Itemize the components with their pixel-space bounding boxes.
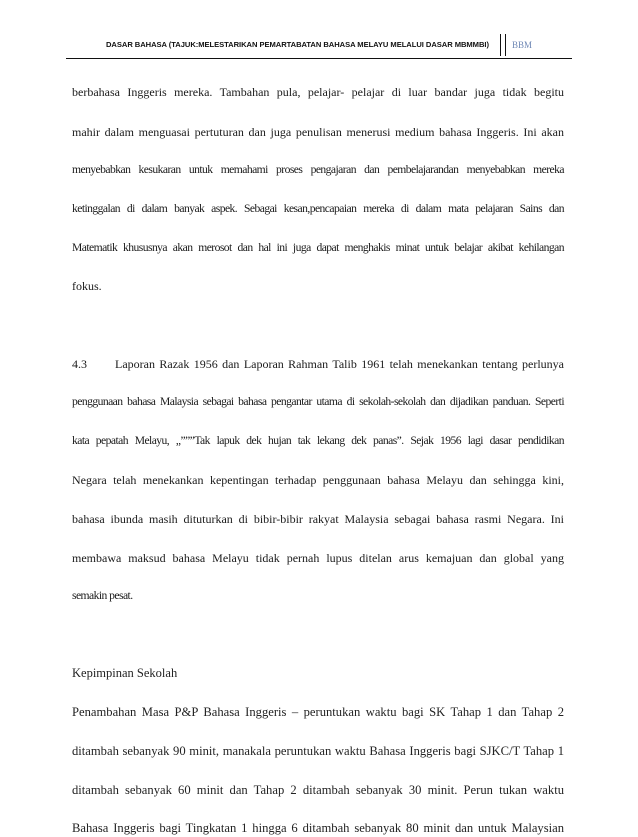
- paragraph-line: semakin pesat.: [72, 589, 133, 602]
- paragraph-line: menyebabkan kesukaran untuk memahami proses pengajaran dan pembelajarandan menyebabkan mereka: [72, 163, 564, 176]
- page-header: [66, 34, 572, 58]
- header-divider: [500, 34, 506, 56]
- paragraph-line: Bahasa Inggeris bagi Tingkatan 1 hingga 6 ditambah sebanyak 80 minit dan untuk Malaysian: [72, 821, 564, 835]
- paragraph-line: penggunaan bahasa Malaysia sebagai bahasa pengantar utama di sekolah-sekolah dan dijadikan panduan. Seperti: [72, 395, 564, 408]
- section-number: 4.3: [72, 357, 87, 371]
- header-title: DASAR BAHASA (TAJUK:MELESTARIKAN PEMARTABATAN BAHASA MELAYU MELALUI DASAR MBMMBI): [106, 40, 489, 49]
- paragraph-line: ketinggalan di dalam banyak aspek. Sebagai kesan,pencapaian mereka di dalam mata pelajaran Sains dan: [72, 202, 564, 215]
- header-code: BBM: [512, 40, 533, 50]
- paragraph-line: bahasa ibunda masih dituturkan di bibir-bibir rakyat Malaysia sebagai bahasa rasmi Negara. Ini: [72, 512, 564, 526]
- paragraph-line: Negara telah menekankan kepentingan terhadap penggunaan bahasa Melayu dan sehingga kini,: [72, 473, 564, 487]
- paragraph-line: berbahasa Inggeris mereka. Tambahan pula, pelajar- pelajar di luar bandar juga tidak begitu: [72, 85, 564, 99]
- paragraph-line: mahir dalam menguasai pertuturan dan juga penulisan menerusi medium bahasa Inggeris. Ini akan: [72, 125, 564, 139]
- paragraph-line: membawa maksud bahasa Melayu tidak pernah lupus ditelan arus kemajuan dan global yang: [72, 551, 564, 565]
- paragraph-line: ditambah sebanyak 90 minit, manakala peruntukan waktu Bahasa Inggeris bagi SJKC/T Tahap 1: [72, 744, 564, 758]
- header-rule: [66, 58, 572, 59]
- paragraph-line: Matematik khususnya akan merosot dan hal ini juga dapat menghakis minat untuk belajar akibat kehilangan: [72, 241, 564, 254]
- section-heading: Kepimpinan Sekolah: [72, 666, 178, 680]
- paragraph-line: kata pepatah Melayu, ,,”””Tak lapuk dek hujan tak lekang dek panas”. Sejak 1956 lagi dasar pendidikan: [72, 434, 564, 447]
- paragraph-line: fokus.: [72, 279, 102, 293]
- paragraph-line: ditambah sebanyak 60 minit dan Tahap 2 ditambah sebanyak 30 minit. Perun tukan waktu: [72, 783, 564, 797]
- paragraph-line: Penambahan Masa P&P Bahasa Inggeris – peruntukan waktu bagi SK Tahap 1 dan Tahap 2: [72, 705, 564, 719]
- paragraph-line: Laporan Razak 1956 dan Laporan Rahman Talib 1961 telah menekankan tentang perlunya: [115, 357, 564, 371]
